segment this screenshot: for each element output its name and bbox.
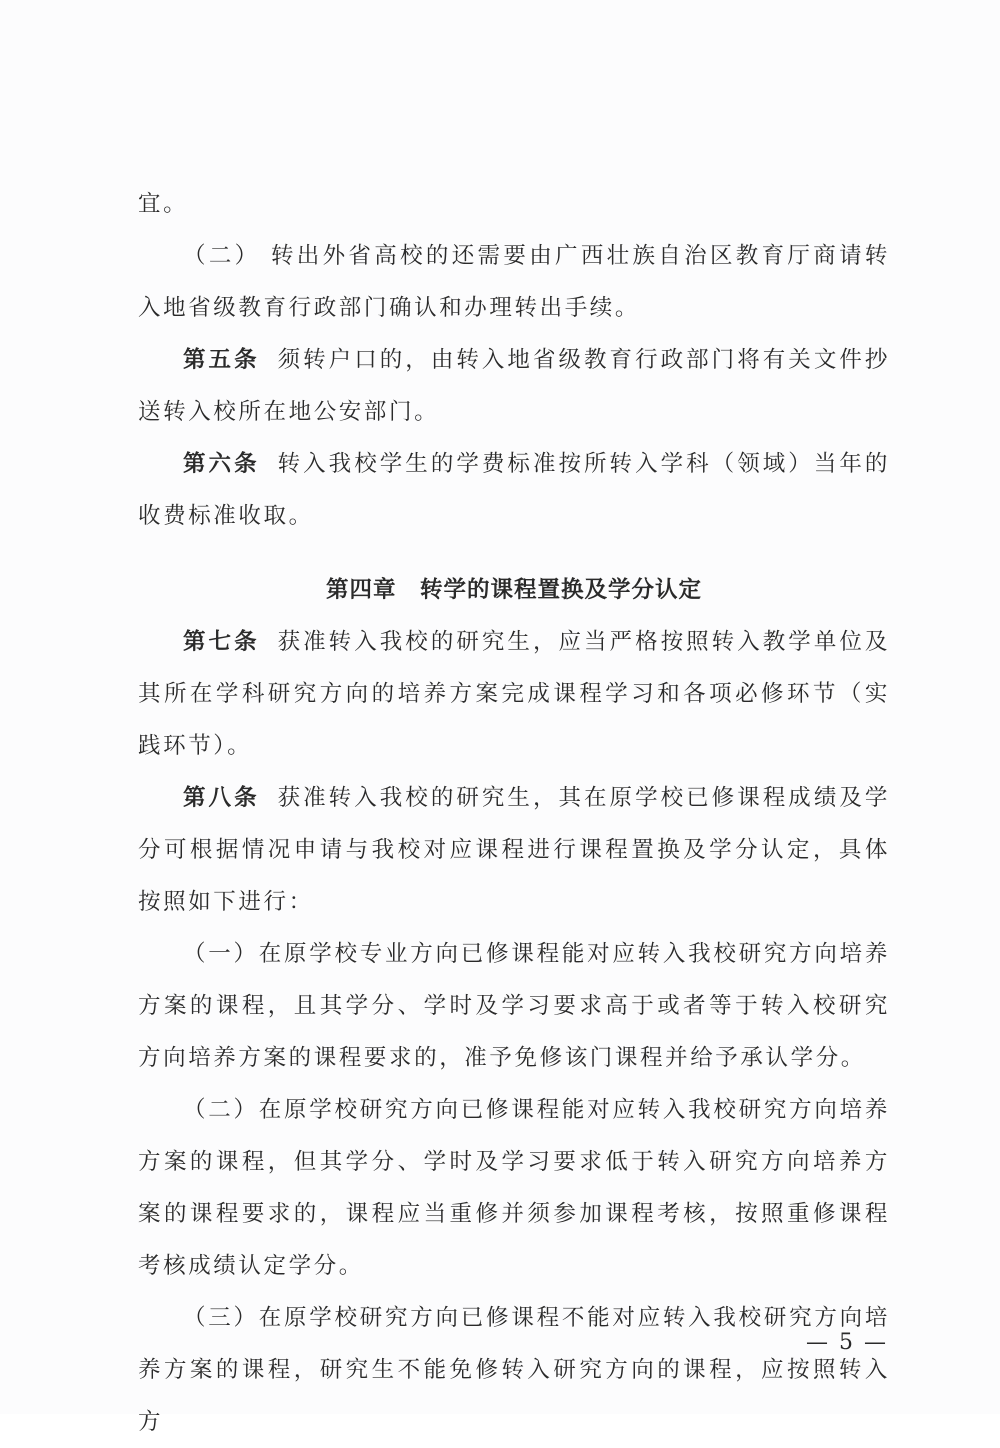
article-label: 第六条 xyxy=(183,451,260,477)
paragraph-clause-2: （二） 转出外省高校的还需要由广西壮族自治区教育厅商请转入地省级教育行政部门确认和办理转出手续。 xyxy=(138,243,890,321)
article-text: 获准转入我校的研究生，其在原学校已修课程成绩及学分可根据情况申请与我校对应课程进行课程置换及学分认定，具体按照如下进行： xyxy=(138,785,890,915)
chapter-heading: 第四章 转学的课程置换及学分认定 xyxy=(325,577,702,603)
paragraph-item-1: （一）在原学校专业方向已修课程能对应转入我校研究方向培养方案的课程，且其学分、学时及学习要求高于或者等于转入校研究方向培养方案的课程要求的，准予免修该门课程并给予承认学分。 xyxy=(138,941,890,1071)
article-text: 获准转入我校的研究生，应当严格按照转入教学单位及其所在学科研究方向的培养方案完成课程学习和各项必修环节（实践环节）。 xyxy=(138,629,890,759)
paragraph-article-6 xyxy=(138,438,890,542)
document-body xyxy=(138,178,890,1448)
paragraph-item-3: （三）在原学校研究方向已修课程不能对应转入我校研究方向培养方案的课程，研究生不能免修转入研究方向的课程，应按照转入方 xyxy=(138,1305,890,1435)
page-number: — 5 — xyxy=(806,1330,888,1355)
paragraph-article-8 xyxy=(138,772,890,928)
article-label: 第五条 xyxy=(183,347,260,373)
paragraph-continuation: 宜。 xyxy=(138,191,189,217)
article-label: 第八条 xyxy=(183,785,260,811)
article-label: 第七条 xyxy=(183,629,260,655)
article-text: 须转户口的，由转入地省级教育行政部门将有关文件抄送转入校所在地公安部门。 xyxy=(138,347,890,425)
paragraph-item-2: （二）在原学校研究方向已修课程能对应转入我校研究方向培养方案的课程，但其学分、学时及学习要求低于转入研究方向培养方案的课程要求的，课程应当重修并须参加课程考核，按照重修课程考核成绩认定学分。 xyxy=(138,1097,890,1279)
article-text: 转入我校学生的学费标准按所转入学科（领域）当年的收费标准收取。 xyxy=(138,451,890,529)
paragraph-article-5 xyxy=(138,334,890,438)
paragraph-article-7 xyxy=(138,616,890,772)
